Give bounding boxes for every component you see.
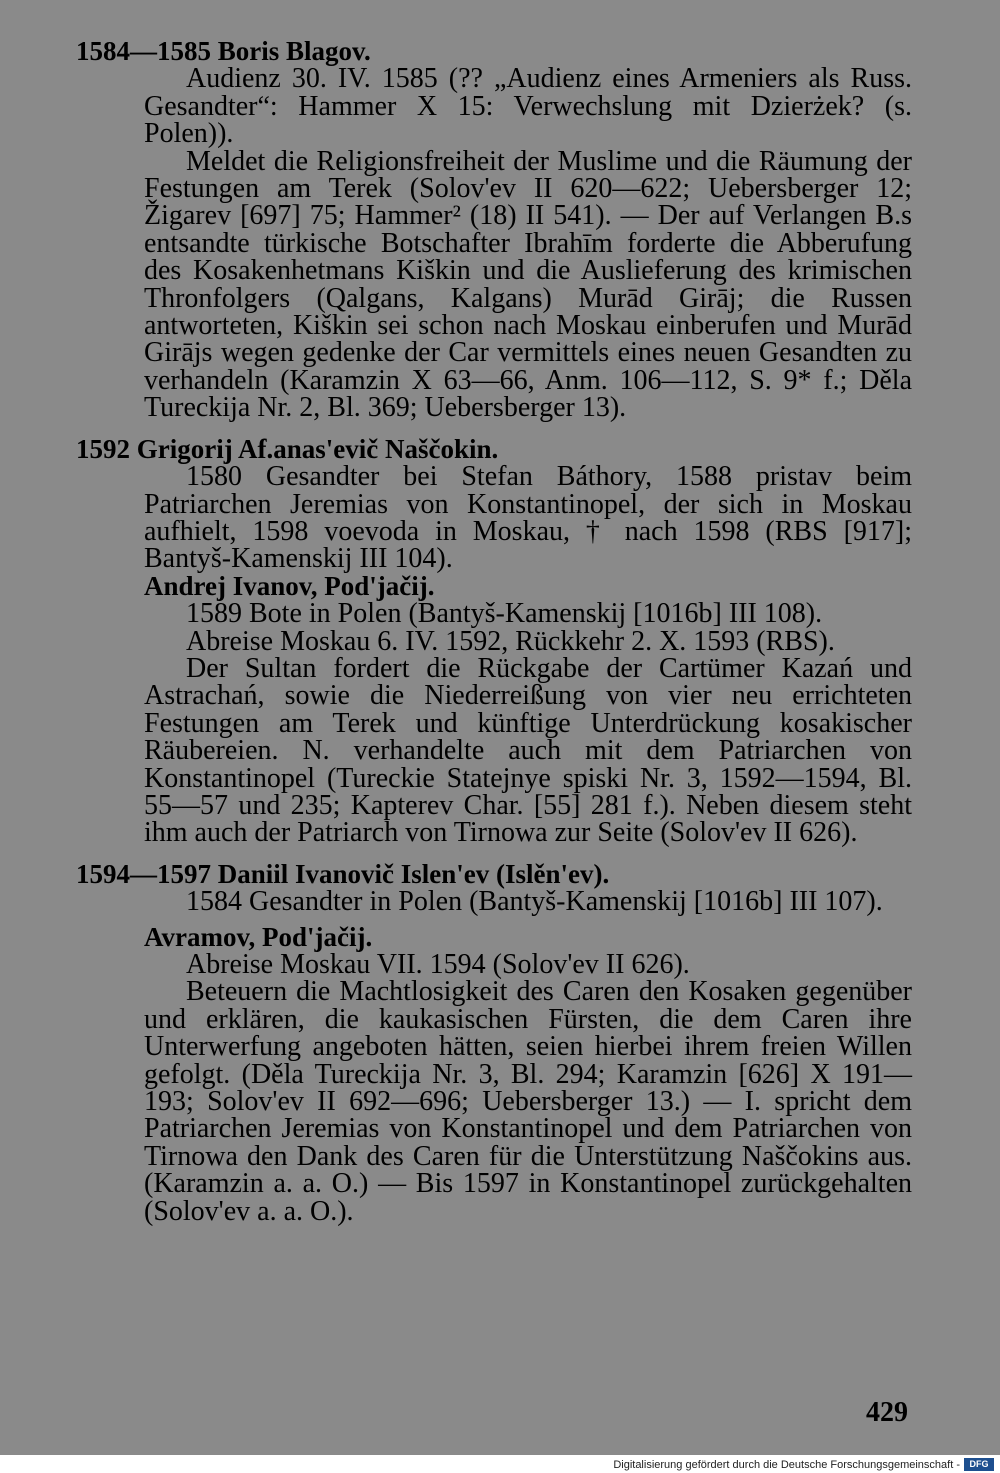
paragraph: Abreise Moskau 6. IV. 1592, Rückkehr 2. X. 1593 (RBS). — [186, 625, 835, 657]
entry-years: 1584—1585 — [76, 36, 211, 66]
paragraph: Der Sultan fordert die Rückgabe der Cartümer Kazań und Astrachań, sowie die Niederreißung von vier neu errichteten Festungen am Terek und künftige Unterdrückung kosakischer Räubereien. N. verhandelte auch mit dem Patriarchen von Konstantinopel (Tureckie Statejnye spiski Nr. 3, 1592—1594, Bl. 55—57 und 235; Kapterev Char. [55] 281 f.). Neben diesem steht ihm auch der Patriarch von Tirnowa zur Seite (Solov'ev II 626). — [144, 652, 912, 849]
entry-heading — [76, 38, 912, 65]
page-number: 429 — [866, 1397, 908, 1428]
dfg-logo-icon: DFG — [964, 1458, 994, 1471]
paragraph: Audienz 30. IV. 1585 (?? „Audienz eines Armeniers als Russ. Gesandter“: Hammer X 15: Verwechslung mit Dzierżek? (s. Polen)). — [144, 63, 912, 150]
entry-subheading: Avramov, Pod'jačij. — [144, 921, 373, 952]
paragraph: Meldet die Religionsfreiheit der Muslime und die Räumung der Festungen am Terek (Solov'ev II 620—622; Uebersberger 12; Žigarev [697] 75; Hammer² (18) II 541). — Der auf Verlangen B.s entsandte türkische Botschafter Ibrahīm forderte die Abberufung des Kosakenhetmans Kiškin und die Auslieferung des krimischen Thronfolgers (Qalgans, Kalgans) Murād Girāj; die Russen antworteten, Kiškin sei schon nach Moskau einberufen und Murād Girājs wegen gedenke der Car vermittels eines neuen Gesandten zu verhandeln (Karamzin X 63—66, Anm. 106—112, S. 9* f.; Děla Tureckija Nr. 2, Bl. 369; Uebersberger 13). — [144, 145, 912, 424]
entry-years: 1592 — [76, 433, 130, 464]
paragraph: Beteuern die Machtlosigkeit des Caren den Kosaken gegenüber und erklären, die kaukasischen Fürsten, die dem Caren ihre Unterwerfung angeboten hätten, seien hierbei ihrem freien Willen gefolgt. (Děla Tureckija Nr. 3, Bl. 294; Karamzin [626] X 191—193; Solov'ev II 692—696; Uebersberger 13.) — I. spricht dem Patriarchen Jeremias von Konstantinopel und dem Patriarchen von Tirnowa den Dank des Caren für die Unterstützung Naščokins aus. (Karamzin a. a. O.) — Bis 1597 in Konstantinopel zurückgehalten (Solov'ev a. a. O.). — [144, 976, 912, 1227]
paragraph: 1584 Gesandter in Polen (Bantyš-Kamenskij [1016b] III 107). — [186, 886, 883, 918]
entry-nascokin — [76, 433, 912, 849]
paragraph: 1589 Bote in Polen (Bantyš-Kamenskij [1016b] III 108). — [186, 598, 823, 630]
entry-subheading: Andrej Ivanov, Pod'jačij. — [144, 570, 435, 601]
entry-years: 1594—1597 — [76, 858, 211, 889]
entry-blagov — [76, 38, 912, 422]
digitization-footer — [0, 1455, 1000, 1473]
footer-credit: Digitalisierung gefördert durch die Deutsche Forschungsgemeinschaft - — [613, 1459, 960, 1471]
entry-name: Daniil Ivanovič Islen'ev (Islěn'ev). — [217, 858, 610, 889]
entry-name: Boris Blagov. — [217, 36, 371, 66]
paragraph: Abreise Moskau VII. 1594 (Solov'ev II 626). — [186, 949, 690, 980]
page-body — [76, 38, 912, 1239]
entry-name: Grigorij Af.anas'evič Naščokin. — [136, 433, 499, 464]
paragraph: 1580 Gesandter bei Stefan Báthory, 1588 pristav beim Patriarchen Jeremias von Konstantinopel, der sich in Moskau aufhielt, 1598 voevoda in Moskau, † nach 1598 (RBS [917]; Bantyš-Kamenskij III 104). — [144, 461, 912, 575]
entry-islenev — [76, 858, 912, 1227]
entry-heading — [76, 858, 912, 889]
entry-heading — [76, 433, 912, 464]
